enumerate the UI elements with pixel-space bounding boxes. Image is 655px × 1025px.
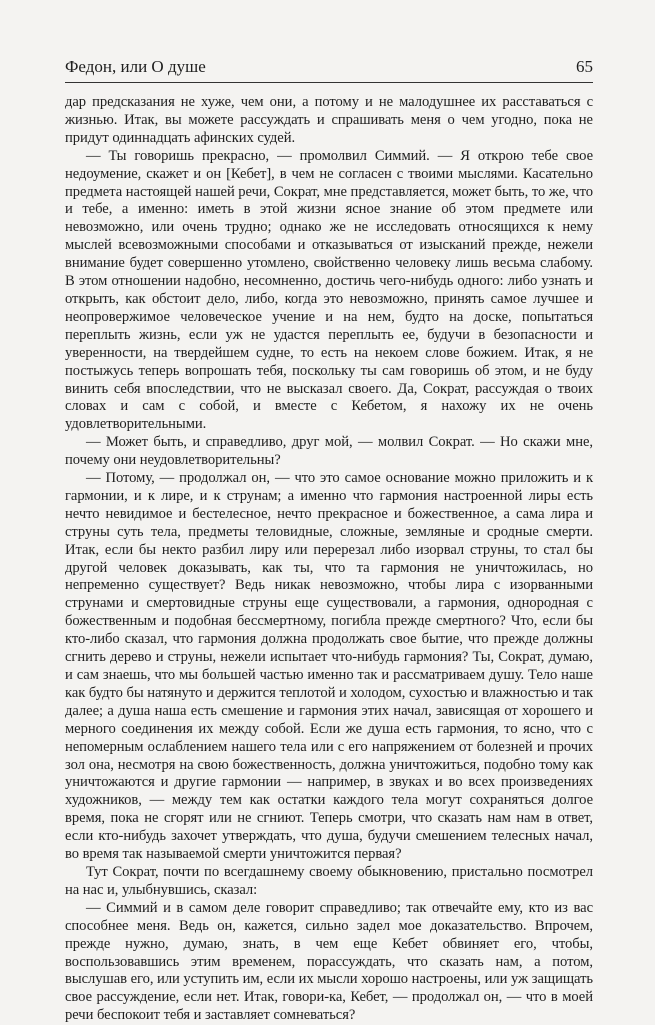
paragraph: — Ты говоришь прекрасно, — промолвил Симмий. — Я открою тебе свое недоумение, скажет и он [Кебет], в чем не согласен с твоими мыслями. Касательно предмета настоящей нашей речи, Сократ, мне представляется, может быть, то же, что и тебе, а именно: иметь в этой жизни ясное знание об этом предмете или невозможно, или очень трудно; однако же не исследовать относящихся к нему мыслей всевозможными способами и отказываться от изысканий прежде, нежели внимание будет совершенно утомлено, свойственно человеку лишь весьма слабому. В этом отношении надобно, несомненно, достичь чего-нибудь одного: либо узнать и открыть, как обстоит дело, либо, когда это невозможно, принять самое лучшее и неопровержимое человеческое учение и на нем, будто на доске, попытаться переплыть жизнь, если уж не удастся переплыть ее, будучи в безопасности и уверенности, на твердейшем судне, то есть на некоем слове божием. Итак, я не постыжусь теперь вопрошать тебя, поскольку ты сам говоришь об этом, и не буду винить себя впоследствии, что не высказал своего. Да, Сократ, рассуждая о твоих словах и сам с собой, и вместе с Кебетом, я нахожу их не очень удовлетворительными.: [65, 147, 593, 433]
paragraph: — Потому, — продолжал он, — что это самое основание можно приложить и к гармонии, и к лире, и к струнам; а именно что гармония настроенной лиры есть нечто невидимое и бестелесное, нечто прекрасное и божественное, а сама лира и струны суть тела, предметы теловидные, сложные, земляные и сродные смерти. Итак, если бы некто разбил лиру или перерезал либо изорвал струны, то стал бы другой человек доказывать, как ты, что та гармония не уничтожилась, но непременно существует? Ведь никак невозможно, чтобы лира с изорванными струнами и смертовидные струны еще существовали, а гармония, однородная с божественным и подобная бессмертному, погибла прежде смертного? Что, если бы кто-либо сказал, что гармония должна продолжать свое бытие, что прежде должны сгнить дерево и струны, нежели испытает что-нибудь гармония? Ты, Сократ, думаю, и сам знаешь, что мы большей частью именно так и рассматриваем душу. Тело наше как будто бы натянуто и держится теплотой и холодом, сухостью и влажностью и так далее; а душа наша есть смешение и гармония этих начал, зависящая от хорошего и мерного соединения их между собой. Если же душа есть гармония, то ясно, что с непомерным ослаблением нашего тела или с его напряжением от болезней и прочих зол она, несмотря на свою божественность, должна уничтожиться, подобно тому как уничтожаются и другие гармонии — например, в звуках и во всех произведениях художников, — между тем как остатки каждого тела могут сохраняться долгое время, пока не сгорят или не сгниют. Теперь смотри, что сказать нам нам в ответ, если кто-нибудь захочет утверждать, что душа, будучи смешением телесных начал, во время так называемой смерти уничтожится первая?: [65, 470, 593, 863]
paragraph: — Симмий и в самом деле говорит справедливо; так отвечайте ему, кто из вас способнее меня. Ведь он, кажется, сильно задел мое доказательство. Впрочем, прежде нужно, думаю, знать, в чем еще Кебет обвиняет его, чтобы, воспользовавшись этим временем, порассуждать, что сказать нам, а потом, выслушав его, или уступить им, если их мысли хорошо настроены, или уж защищать свое рассуждение, если нет. Итак, говори-ка, Кебет, — продолжал он, — что в моей речи беспокоит тебя и заставляет сомневаться?: [65, 899, 593, 1024]
paragraph: — Может быть, и справедливо, друг мой, — молвил Сократ. — Но скажи мне, почему они неудовлетворительны?: [65, 434, 593, 469]
page-header: [65, 56, 593, 83]
body-text: [65, 94, 593, 1025]
page-number: 65: [576, 57, 593, 76]
paragraph: дар предсказания не хуже, чем они, а потому и не малодушнее их расставаться с жизнью. Итак, вы можете рассуждать и спрашивать меня о чем угодно, пока не придут одиннадцать афинских судей.: [65, 94, 593, 146]
running-title: Федон, или О душе: [65, 57, 206, 76]
paragraph: Тут Сократ, почти по всегдашнему своему обыкновению, пристально посмотрел на нас и, улыбнувшись, сказал:: [65, 863, 593, 898]
